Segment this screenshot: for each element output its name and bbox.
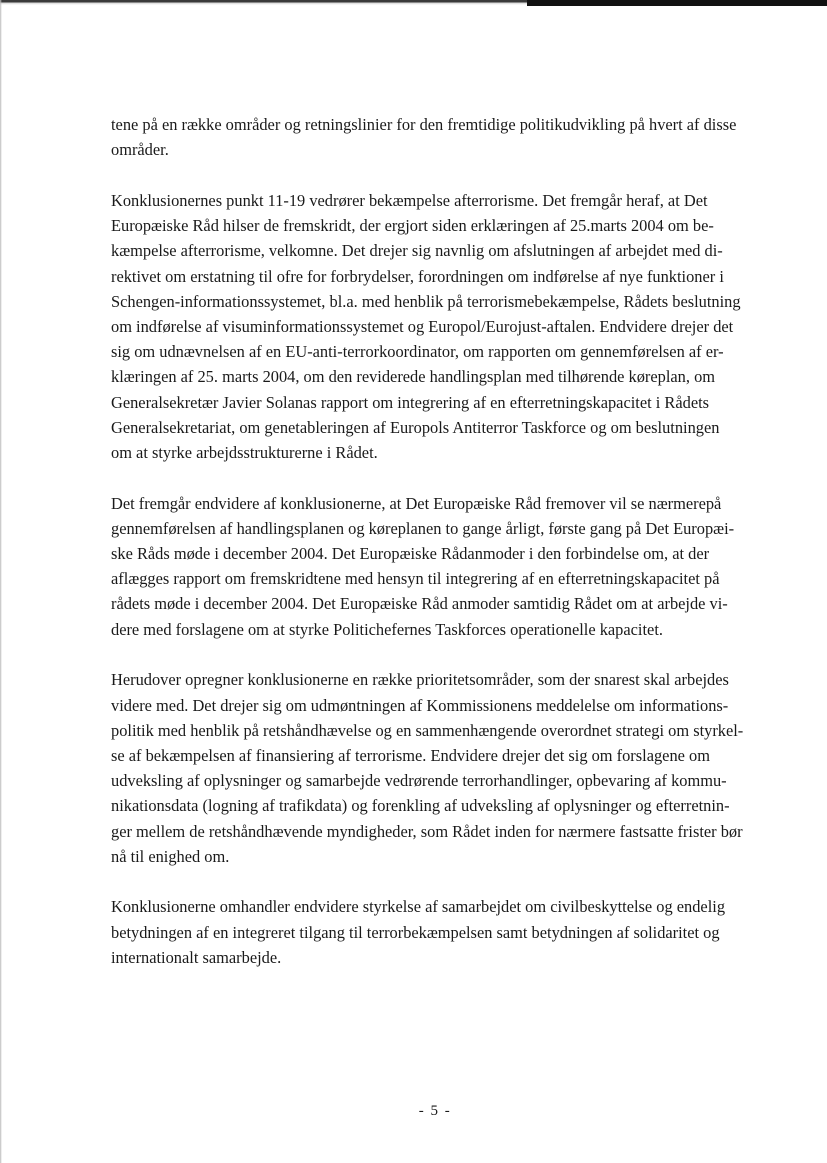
text-line: tene på en række områder og retningslinier for den fremtidige politikudvikling på hvert af disse — [111, 115, 737, 134]
body-text — [111, 112, 761, 970]
scan-top-edge-dark — [527, 0, 827, 6]
text-line: Konklusionernes punkt 11-19 vedrører bekæmpelse afterrorisme. Det fremgår heraf, at Det — [111, 190, 708, 210]
text-line: Generalsekretær Javier Solanas rapport om integrering af en efterretningskapacitet i Rådets — [111, 392, 710, 412]
text-line: Konklusionerne omhandler endvidere styrkelse af samarbejdet om civilbeskyttelse og endelig — [111, 897, 726, 917]
text-line: ske Råds møde i december 2004. Det Europæiske Rådanmoder i den forbindelse om, at der — [111, 544, 710, 564]
page-number: - 5 - — [418, 1103, 452, 1119]
text-line: aflægges rapport om fremskridtene med hensyn til integrering af en efterretningskapacitet på — [111, 569, 720, 589]
paragraph-2 — [111, 188, 761, 465]
text-line: rådets møde i december 2004. Det Europæiske Råd anmoder samtidig Rådet om at arbejde vi- — [111, 594, 728, 614]
paragraph-4 — [111, 667, 761, 869]
scan-left-edge — [0, 0, 2, 1163]
text-line: udveksling af oplysninger og samarbejde vedrørende terrorhandlinger, opbevaring af kommu- — [111, 771, 727, 791]
paragraph-5 — [111, 894, 761, 970]
text-line: betydningen af en integreret tilgang til terrorbekæmpelsen samt betydningen af solidaritet og — [111, 922, 720, 942]
text-line: videre med. Det drejer sig om udmøntningen af Kommissionens meddelelse om informations- — [111, 695, 729, 715]
paragraph-3 — [111, 491, 761, 642]
text-line: rektivet om erstatning til ofre for forbrydelser, forordningen om indførelse af nye funktioner i — [111, 266, 724, 286]
text-line: Generalsekretariat, om genetableringen af Europols Antiterror Taskforce og om beslutningen — [111, 417, 720, 437]
text-line: Europæiske Råd hilser de fremskridt, der ergjort siden erklæringen af 25.marts 2004 om be- — [111, 216, 714, 236]
text-line: ger mellem de retshåndhævende myndigheder, som Rådet inden for nærmere fastsatte frister bør — [111, 821, 743, 841]
text-line: internationalt samarbejde. — [111, 947, 282, 967]
text-line: politik med henblik på retshåndhævelse og en sammenhængende overordnet strategi om styrkel- — [111, 720, 744, 740]
text-line: nå til enighed om. — [111, 846, 230, 866]
text-line: om indførelse af visuminformationssystemet og Europol/Eurojust-aftalen. Endvidere drejer det — [111, 316, 734, 336]
text-line: dere med forslagene om at styrke Politichefernes Taskforces operationelle kapacitet. — [111, 619, 663, 639]
text-line: sig om udnævnelsen af en EU-anti-terrorkoordinator, om rapporten om gennemførelsen af er- — [111, 342, 724, 362]
text-line: gennemførelsen af handlingsplanen og køreplanen to gange årligt, første gang på Det Europæi- — [111, 518, 735, 538]
text-line: Herudover opregner konklusionerne en række prioritetsområder, som der snarest skal arbejdes — [111, 670, 729, 690]
text-line: nikationsdata (logning af trafikdata) og forenkling af udveksling af oplysninger og efterretnin- — [111, 796, 730, 816]
text-line: Schengen-informationssystemet, bl.a. med henblik på terrorismebekæmpelse, Rådets beslutning — [111, 291, 741, 311]
text-line: klæringen af 25. marts 2004, om den reviderede handlingsplan med tilhørende køreplan, om — [111, 367, 716, 387]
paragraph-1 — [111, 112, 761, 162]
text-line: Det fremgår endvidere af konklusionerne, at Det Europæiske Råd fremover vil se nærmerepå — [111, 493, 722, 513]
text-line: kæmpelse afterrorisme, velkomne. Det drejer sig navnlig om afslutningen af arbejdet med di- — [111, 241, 723, 261]
text-line: se af bekæmpelsen af finansiering af terrorisme. Endvidere drejer det sig om forslagene om — [111, 745, 710, 765]
text-line: områder. — [111, 140, 169, 160]
text-line: om at styrke arbejdsstrukturerne i Rådet. — [111, 442, 378, 462]
